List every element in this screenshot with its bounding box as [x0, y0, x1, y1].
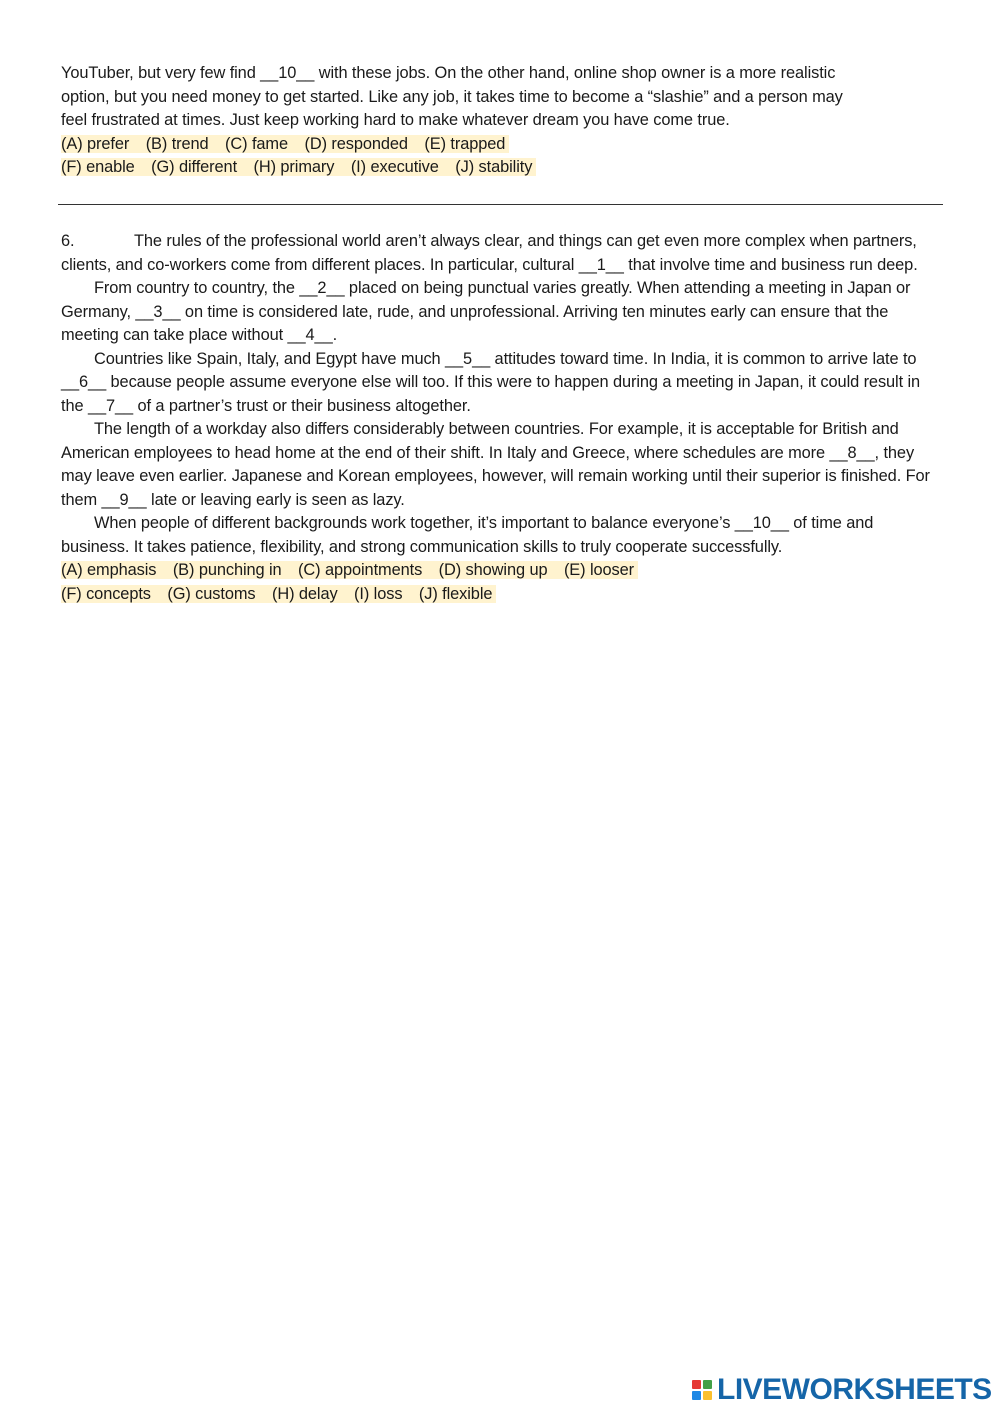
- logo-text: LIVEWORKSHEETS: [717, 1373, 992, 1406]
- section-2: [61, 230, 941, 606]
- section-2-options-row-2: [61, 583, 941, 607]
- option: (B) punching in: [172, 561, 282, 579]
- liveworksheets-logo: [692, 1374, 992, 1406]
- section-2-options-row-1: [61, 559, 941, 583]
- logo-icon: [692, 1380, 712, 1400]
- section-1: [61, 62, 941, 180]
- option: (E) trapped: [424, 134, 506, 153]
- question-number: 6.: [61, 232, 75, 250]
- option: (C) fame: [225, 134, 288, 153]
- option: (F) enable: [61, 158, 135, 176]
- paragraph-1: [61, 230, 941, 277]
- paragraph-4: The length of a workday also differs considerably between countries. For example, it is acceptable for British and American employees to head home at the end of their shift. In Italy and Greece, where schedules are more __8__, they may leave even earlier. Japanese and Korean employees, however, will remain working until their superior is finished. For them __9__ late or leaving early is seen as lazy.: [61, 420, 930, 509]
- paragraph-2: From country to country, the __2__ placed on being punctual varies greatly. When attending a meeting in Japan or Germany, __3__ on time is considered late, rude, and unprofessional. Arriving ten minutes early can ensure that the meeting can take place without __4__.: [61, 279, 911, 344]
- option: (A) emphasis: [61, 561, 157, 579]
- option: (C) appointments: [298, 561, 423, 579]
- section-1-options-row-2: [61, 156, 941, 180]
- option: (A) prefer: [61, 134, 130, 153]
- option: (G) different: [151, 158, 238, 176]
- paragraph-3: Countries like Spain, Italy, and Egypt have much __5__ attitudes toward time. In India, it is common to arrive late to __6__ because people assume everyone else will too. If this were to happen during a meeting in Japan, it could result in the __7__ of a partner’s trust or their business altogether.: [61, 349, 921, 415]
- section-1-options-row-1: [61, 133, 941, 157]
- option: (D) responded: [304, 134, 408, 153]
- option: (J) stability: [455, 158, 533, 176]
- option: (G) customs: [167, 584, 256, 603]
- section-1-line: feel frustrated at times. Just keep working hard to make whatever dream you have come true.: [61, 111, 730, 129]
- section-1-line: YouTuber, but very few find __10__ with these jobs. On the other hand, online shop owner is a more realistic: [61, 64, 836, 82]
- option: (B) trend: [145, 134, 209, 153]
- option: (H) delay: [271, 584, 338, 603]
- paragraph-1-text: The rules of the professional world aren’t always clear, and things can get even more complex when partners, clients, and co-workers come from different places. In particular, cultural __1__ that involve time and business run deep.: [61, 232, 918, 274]
- option: (F) concepts: [61, 584, 151, 603]
- option: (I) loss: [354, 584, 403, 603]
- option: (D) showing up: [438, 561, 548, 579]
- section-1-line: option, but you need money to get started. Like any job, it takes time to become a “slashie” and a person may: [61, 87, 843, 106]
- option: (H) primary: [253, 158, 335, 176]
- option: (I) executive: [350, 158, 439, 176]
- paragraph-5: When people of different backgrounds work together, it’s important to balance everyone’s __10__ of time and business. It takes patience, flexibility, and strong communication skills to truly cooperate successfully.: [61, 514, 874, 556]
- option: (E) looser: [563, 561, 634, 579]
- section-divider: [58, 204, 943, 205]
- option: (J) flexible: [418, 584, 493, 603]
